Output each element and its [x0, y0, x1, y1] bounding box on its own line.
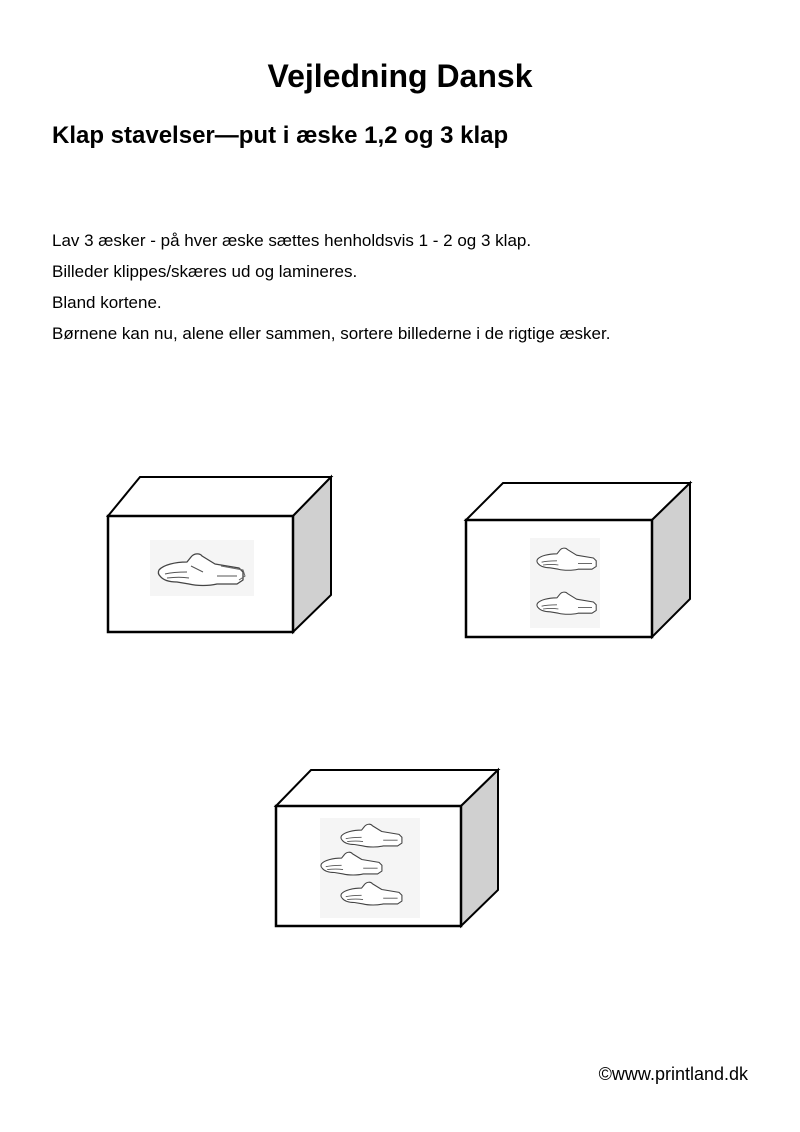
instructions-list — [52, 225, 610, 349]
instruction-line: Bland kortene. — [52, 293, 162, 312]
box-one-clap — [100, 470, 340, 640]
box-three-claps — [270, 762, 510, 932]
instruction-line: Børnene kan nu, alene eller sammen, sortere billederne i de rigtige æsker. — [52, 324, 611, 343]
box-two-claps — [460, 476, 700, 646]
instruction-line: Lav 3 æsker - på hver æske sættes henholdsvis 1 - 2 og 3 klap. — [52, 231, 532, 250]
page-subtitle: Klap stavelser—put i æske 1,2 og 3 klap — [52, 122, 509, 149]
box-top-face — [276, 770, 498, 806]
copyright-text: ©www.printland.dk — [598, 1064, 748, 1084]
instruction-line: Billeder klippes/skæres ud og lamineres. — [52, 262, 358, 281]
page-title: Vejledning Dansk — [267, 58, 533, 94]
